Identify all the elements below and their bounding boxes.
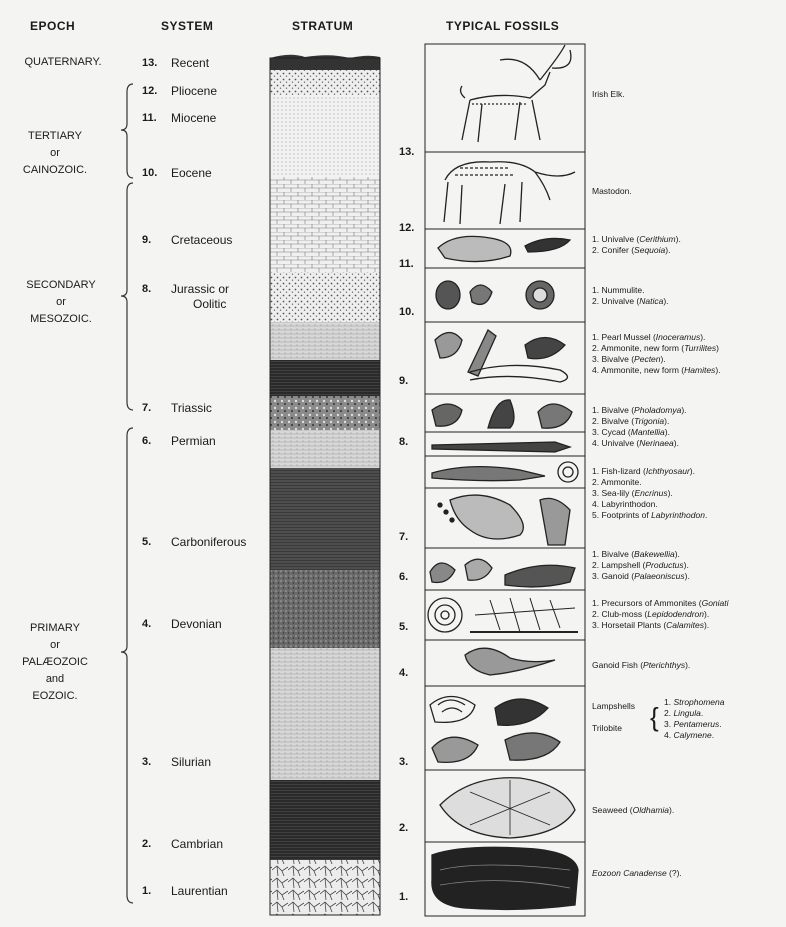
system-name: Eocene	[171, 166, 212, 180]
fossil-label: Seaweed (Oldhamia).	[592, 805, 675, 815]
system-name: Triassic	[171, 401, 212, 415]
system-number: 5.	[142, 536, 152, 548]
system-number: 2.	[142, 838, 152, 850]
irish-elk-drawing	[461, 45, 571, 142]
stratum-number: 5.	[399, 621, 409, 633]
fossil-label: 1. Fish-lizard (Ichthyosaur). 2. Ammonite. 3. Sea-lily (Encrinus). 4. Labyrinthodon. 5. Footprints of Labyrinthodon.	[592, 466, 708, 520]
stratum-number: 2.	[399, 822, 409, 834]
system-number: 3.	[142, 756, 152, 768]
epoch-primary: PRIMARY or PALÆOZOIC and EOZOIC.	[22, 622, 88, 702]
system-name: Cretaceous	[171, 233, 233, 247]
system-name: Jurassic or Oolitic	[171, 282, 230, 311]
epoch-quaternary: QUATERNARY.	[24, 56, 102, 68]
system-name: Miocene	[171, 111, 217, 125]
stratum-number: 9.	[399, 375, 409, 387]
system-number: 4.	[142, 618, 152, 630]
system-number: 11.	[142, 112, 157, 124]
fossil-label: 1. Univalve (Cerithium). 2. Conifer (Sequoia).	[592, 234, 681, 255]
stratum-number: 1.	[399, 891, 409, 903]
epoch-secondary: SECONDARY or MESOZOIC.	[26, 279, 96, 325]
system-name: Cambrian	[171, 837, 224, 851]
stratum-number: 10.	[399, 306, 415, 318]
fossil-label: 1. Pearl Mussel (Inoceramus). 2. Ammonite, new form (Turrilites) 3. Bivalve (Pecten). 4. Ammonite, new form (Hamites).	[592, 332, 721, 375]
stratum-number: 8.	[399, 436, 409, 448]
system-name: Devonian	[171, 617, 222, 631]
stratum-column	[270, 55, 380, 915]
epoch-header: EPOCH	[30, 19, 76, 33]
fossils-header: TYPICAL FOSSILS	[446, 19, 560, 33]
system-number: 1.	[142, 885, 152, 897]
stratum-number: 6.	[399, 571, 409, 583]
system-name: Recent	[171, 56, 210, 70]
system-number: 12.	[142, 85, 158, 97]
fossil-label: 1. Bivalve (Bakewellia). 2. Lampshell (Productus). 3. Ganoid (Palaeoniscus).	[592, 549, 690, 581]
fossil-label: 1. Precursors of Ammonites (Goniati 2. Club-moss (Lepidodendron). 3. Horsetail Plants (Calamites).	[592, 598, 729, 630]
mastodon-drawing	[444, 162, 575, 224]
system-name: Laurentian	[171, 884, 228, 898]
system-number: 10.	[142, 167, 158, 179]
system-number: 7.	[142, 402, 152, 414]
epoch-braces	[121, 84, 133, 903]
fossil-label: 1. Nummulite. 2. Univalve (Natica).	[592, 285, 669, 306]
system-name: Silurian	[171, 755, 212, 769]
stratum-number: 13.	[399, 146, 415, 158]
fossil-label: Mastodon.	[592, 186, 632, 196]
stratum-header: STRATUM	[292, 19, 354, 33]
fossil-label: 1. Bivalve (Pholadomya). 2. Bivalve (Trigonia). 3. Cycad (Mantellia). 4. Univalve (Nerinaea).	[592, 405, 687, 448]
system-number: 6.	[142, 435, 152, 447]
fossil-label: Ganoid Fish (Pterichthys).	[592, 660, 691, 670]
system-name: Carboniferous	[171, 535, 247, 549]
system-header: SYSTEM	[161, 19, 214, 33]
fossil-label: Eozoon Canadense (?).	[592, 868, 682, 878]
stratum-number: 3.	[399, 756, 409, 768]
stratum-number: 11.	[399, 258, 414, 270]
system-name: Permian	[171, 434, 216, 448]
stratum-number: 7.	[399, 531, 409, 543]
fossil-drawings	[428, 45, 578, 909]
fossil-label: Irish Elk.	[592, 89, 625, 99]
system-number: 13.	[142, 57, 158, 69]
epoch-tertiary: TERTIARY or CAINOZOIC.	[22, 130, 88, 176]
system-number: 9.	[142, 234, 152, 246]
system-name: Pliocene	[171, 84, 218, 98]
stratum-number: 4.	[399, 667, 409, 679]
system-number: 8.	[142, 283, 152, 295]
stratum-number: 12.	[399, 222, 415, 234]
